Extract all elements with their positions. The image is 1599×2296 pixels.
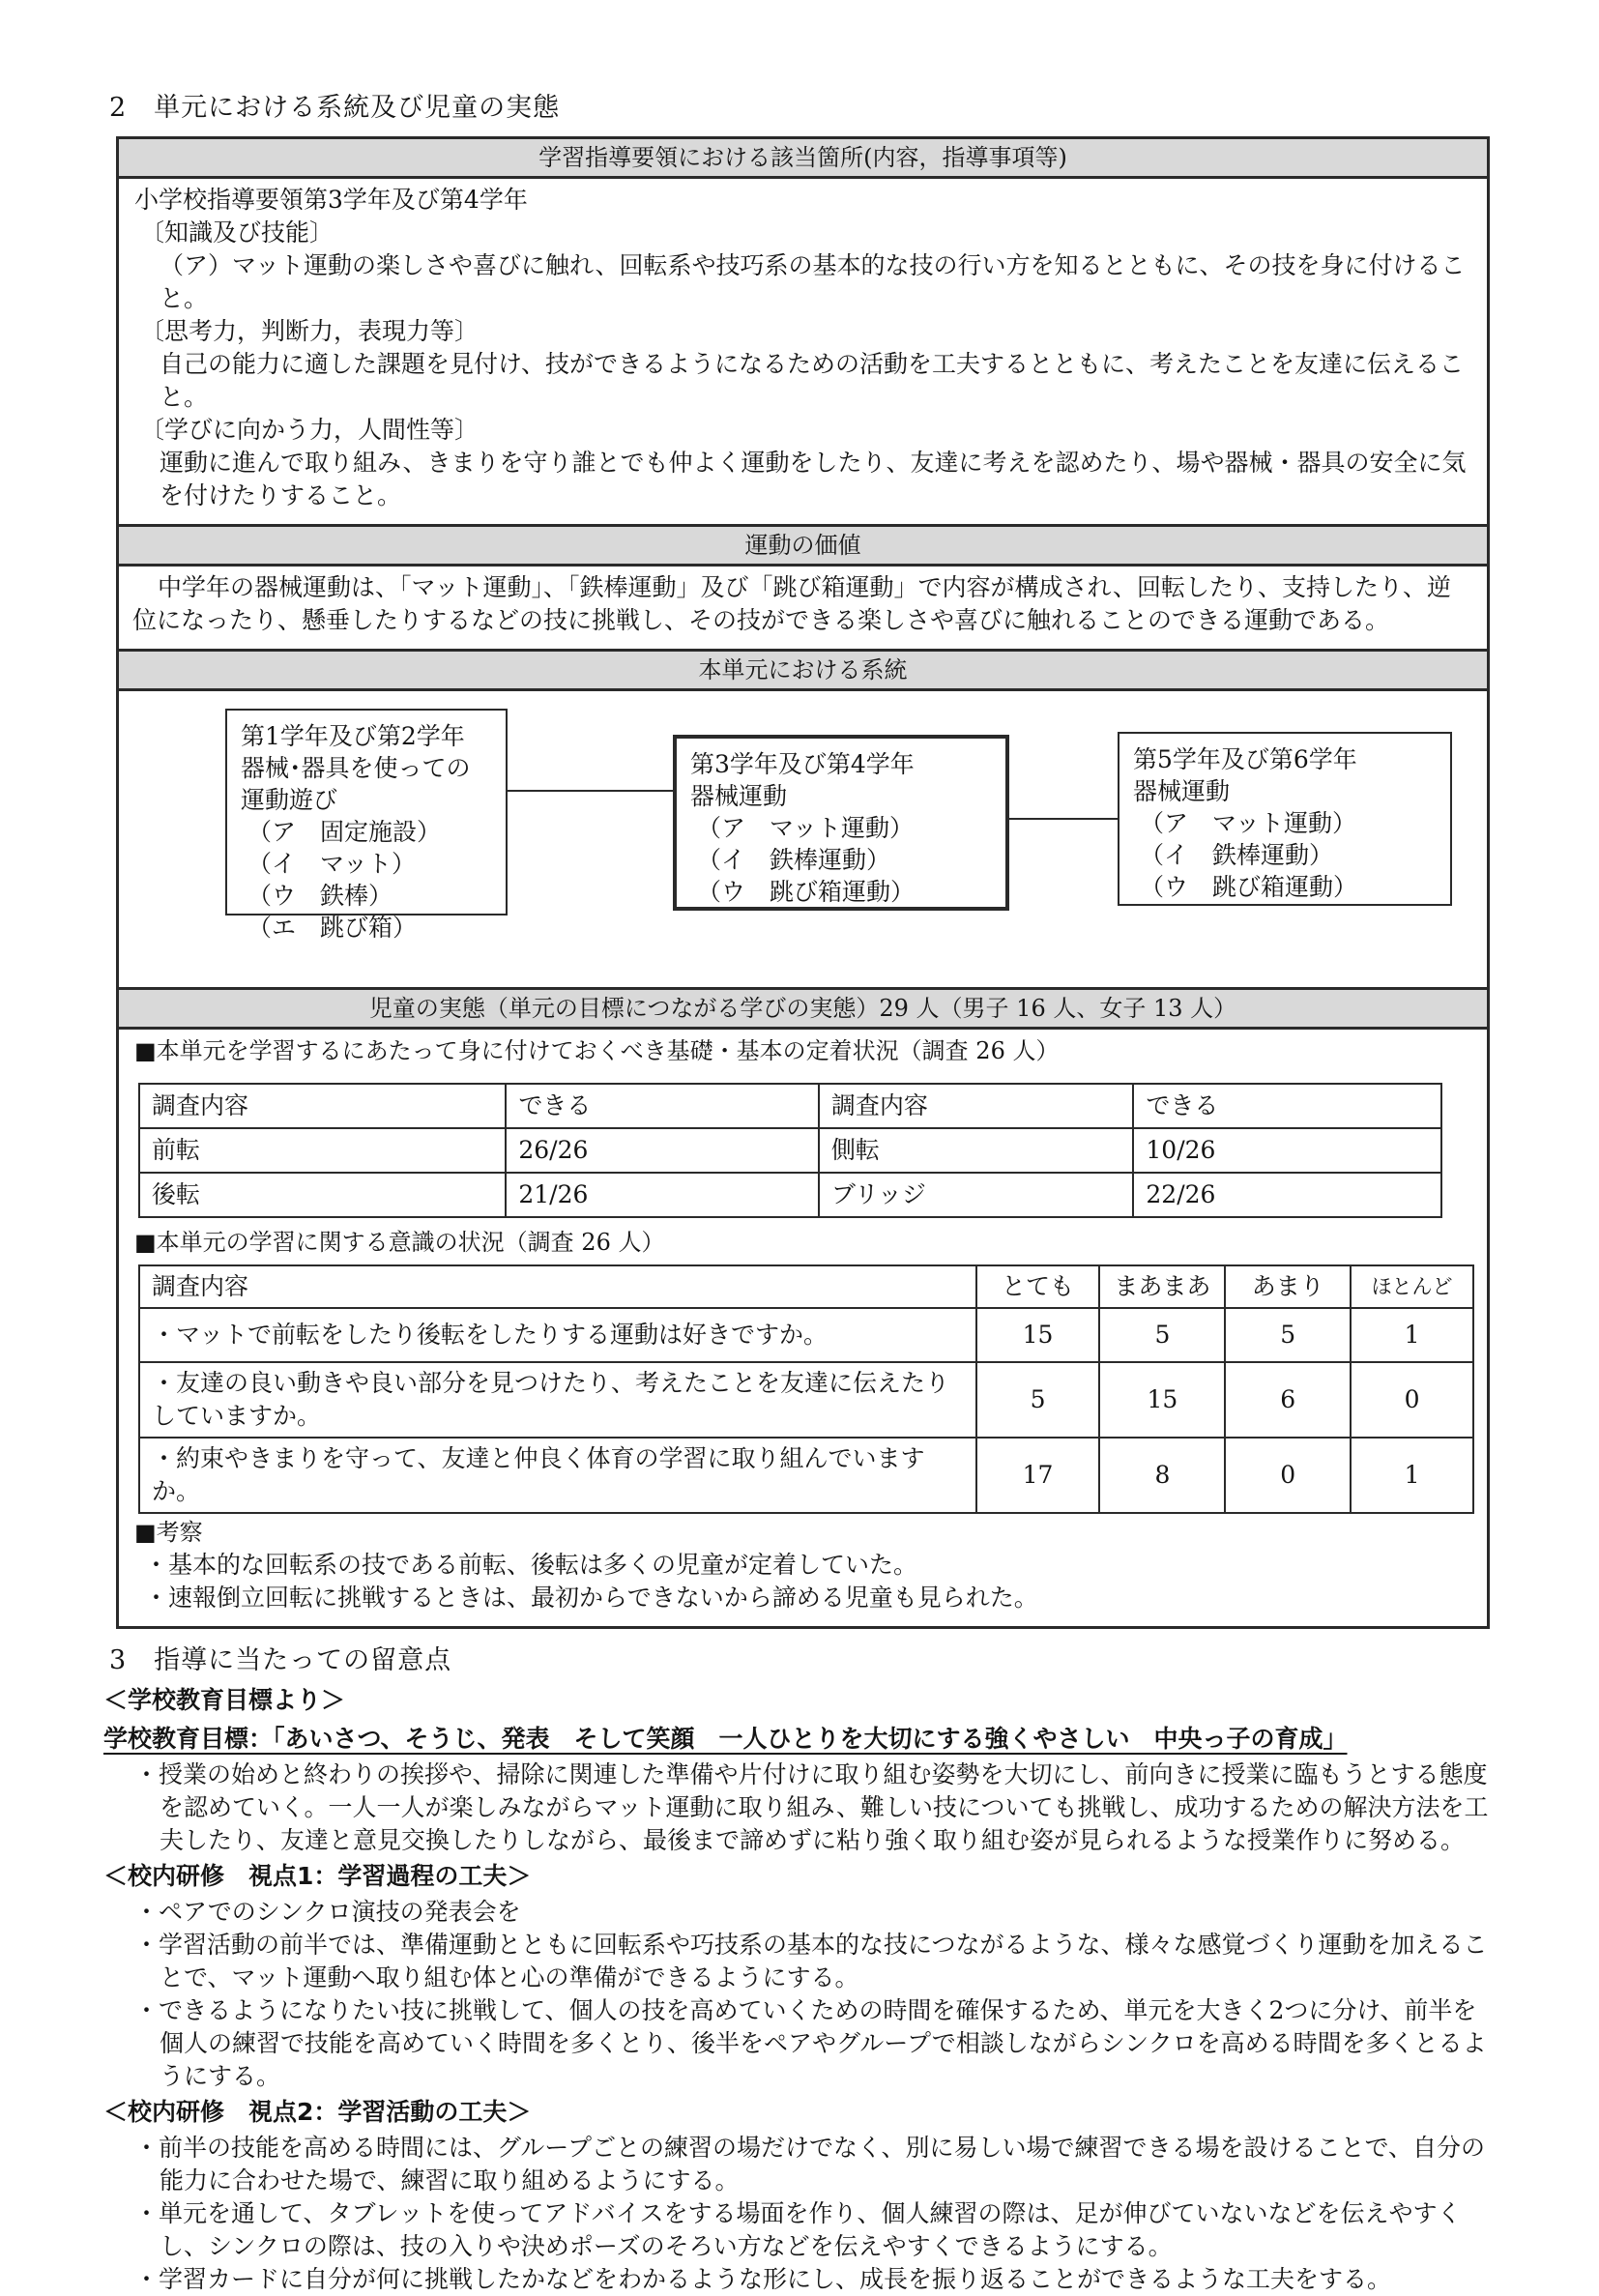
- competency-label-thinking: 〔思考力，判断力，表現力等〕: [140, 317, 480, 345]
- children-content: [119, 1030, 1487, 1626]
- guideline-intro: 小学校指導要領第3学年及び第4学年: [134, 186, 528, 214]
- column-header: あまり: [1225, 1265, 1351, 1308]
- box-line: （ウ 鉄棒）: [247, 882, 393, 910]
- box-line: 器械･器具を使っての: [241, 754, 471, 782]
- grade34-box: [673, 735, 1009, 911]
- school-goal-text: 学校教育目標：「あいさつ、そうじ、発表 そして笑顔 一人ひとりを大切にする強くやさしい 中央っ子の育成」: [103, 1725, 1348, 1753]
- skills-table: [138, 1083, 1442, 1218]
- grade12-box: [225, 709, 508, 942]
- column-header: できる: [1133, 1084, 1441, 1128]
- systems-diagram: [119, 691, 1487, 987]
- competency-text-attitude: 運動に進んで取り組み、きまりを守り誰とでも仲よく運動をしたり、友達に考えを認めたり、場や器械・器具の安全に気を付けたりすること。: [160, 449, 1467, 509]
- value-text: 中学年の器械運動は、「マット運動」、「鉄棒運動」及び「跳び箱運動」で内容が構成され、回転したり、支持したり、逆位になったり、懸垂したりするなどの技に挑戦し、その技ができる楽しさや喜びに触れることのできる運動である。: [132, 573, 1452, 634]
- box-line: （イ 鉄棒運動）: [697, 846, 891, 874]
- count-cell: 15: [976, 1308, 1100, 1362]
- table-cell: 前転: [139, 1128, 506, 1173]
- count-cell: 17: [976, 1438, 1100, 1513]
- section-3-content: [103, 1681, 1489, 2296]
- count-cell: 1: [1351, 1438, 1473, 1513]
- box-line: （エ 跳び箱）: [247, 914, 418, 942]
- box-line: （ウ 跳び箱運動）: [1140, 873, 1358, 901]
- table-cell: 26/26: [506, 1128, 819, 1173]
- viewpoint1-heading: ＜校内研修 視点1：学習過程の工夫＞: [103, 1862, 532, 1890]
- table-cell: 22/26: [1133, 1173, 1441, 1217]
- viewpoint-bullet: ・単元を通して、タブレットを使ってアドバイスをする場面を作り、個人練習の際は、足が伸びていないなどを伝えやすくし、シンクロの際は、技の入りや決めポーズのそろい方などを伝えやすくできるようにする。: [134, 2199, 1462, 2260]
- box-line: （イ マット）: [247, 850, 417, 878]
- table-row: [139, 1362, 1473, 1438]
- count-cell: 8: [1099, 1438, 1225, 1513]
- question-cell: ・約束やきまりを守って、友達と仲良く体育の学習に取り組んでいますか。: [139, 1438, 976, 1513]
- box-line: 器械運動: [1133, 777, 1231, 805]
- value-section-header: 運動の価値: [119, 524, 1487, 567]
- column-header: 調査内容: [819, 1084, 1133, 1128]
- column-header: まあまあ: [1099, 1265, 1225, 1308]
- children-section-header: 児童の実態（単元の目標につながる学びの実態）29 人（男子 16 人、女子 13 人）: [119, 987, 1487, 1030]
- table-row: [139, 1265, 1473, 1308]
- viewpoint-bullet: ・学習カードに自分が何に挑戦したかなどをわかるような形にし、成長を振り返ることができるような工夫をする。: [134, 2265, 1392, 2293]
- table-cell: 10/26: [1133, 1128, 1441, 1173]
- count-cell: 0: [1225, 1438, 1351, 1513]
- box-line: 第5学年及び第6学年: [1133, 745, 1357, 773]
- viewpoint2-heading: ＜校内研修 視点2：学習活動の工夫＞: [103, 2098, 532, 2126]
- box-line: （イ 鉄棒運動）: [1140, 841, 1334, 869]
- guideline-section-header: 学習指導要領における該当箇所(内容，指導事項等): [119, 139, 1487, 179]
- table-row: [139, 1173, 1441, 1217]
- box-line: 運動遊び: [241, 786, 338, 814]
- school-goal-heading: ＜学校教育目標より＞: [103, 1686, 346, 1714]
- school-goal-bullet: ・授業の始めと終わりの挨拶や、掃除に関連した準備や片付けに取り組む姿勢を大切にし、前向きに授業に臨もうとする態度を認めていく。一人一人が楽しみながらマット運動に取り組み、難しい技についても挑戦し、成功するための解決方法を工夫したり、友達と意見交換したりしながら、最後まで諦めずに粘り強く取り組む姿が見られるような授業作りに努める。: [134, 1760, 1489, 1854]
- question-cell: ・マットで前転をしたり後転をしたりする運動は好きですか。: [139, 1308, 976, 1362]
- table-cell: 側転: [819, 1128, 1133, 1173]
- column-header: とても: [976, 1265, 1100, 1308]
- guideline-content: [119, 179, 1487, 524]
- column-header: ほとんど: [1351, 1265, 1473, 1308]
- box-line: 器械運動: [690, 782, 788, 810]
- box-line: （ア マット運動）: [697, 814, 915, 842]
- viewpoint-bullet: ・できるようになりたい技に挑戦して、個人の技を高めていくための時間を確保するため、単元を大きく2つに分け、前半を個人の練習で技能を高めていく時間を多くとり、後半をペアやグループで相談しながらシンクロを高める時間を多くとるようにする。: [134, 1996, 1487, 2090]
- connector-line: [508, 790, 674, 792]
- table-row: [139, 1308, 1473, 1362]
- column-header: 調査内容: [139, 1265, 976, 1308]
- competency-label-knowledge: 〔知識及び技能〕: [140, 218, 334, 247]
- grade56-box: [1118, 732, 1452, 906]
- count-cell: 15: [1099, 1362, 1225, 1438]
- competency-text-knowledge: （ア）マット運動の楽しさや喜びに触れ、回転系や技巧系の基本的な技の行い方を知るとともに、その技を身に付けること。: [160, 251, 1466, 312]
- competency-text-thinking: 自己の能力に適した課題を見付け、技ができるようになるための活動を工夫するとともに、考えたことを友達に伝えること。: [160, 350, 1465, 411]
- column-header: 調査内容: [139, 1084, 506, 1128]
- box-line: 第1学年及び第2学年: [241, 722, 465, 750]
- table-row: [139, 1128, 1441, 1173]
- consideration-bullet: ・基本的な回転系の技である前転、後転は多くの児童が定着していた。: [144, 1551, 918, 1579]
- count-cell: 5: [1099, 1308, 1225, 1362]
- table-cell: 21/26: [506, 1173, 819, 1217]
- unit-systems-table: [116, 136, 1490, 1629]
- count-cell: 5: [976, 1362, 1100, 1438]
- viewpoint-bullet: ・前半の技能を高める時間には、グループごとの練習の場だけでなく、別に易しい場で練習できる場を設けることで、自分の能力に合わせた場で、練習に取り組めるようにする。: [134, 2134, 1486, 2194]
- awareness-table: [138, 1264, 1474, 1514]
- box-line: 第3学年及び第4学年: [690, 750, 915, 778]
- count-cell: 5: [1225, 1308, 1351, 1362]
- competency-label-attitude: 〔学びに向かう力，人間性等〕: [140, 416, 480, 444]
- connector-line: [1009, 818, 1119, 820]
- section-3-heading: 3 指導に当たっての留意点: [109, 1645, 452, 1675]
- count-cell: 6: [1225, 1362, 1351, 1438]
- box-line: （ア マット運動）: [1140, 809, 1357, 837]
- count-cell: 0: [1351, 1362, 1473, 1438]
- consideration-bullet: ・速報倒立回転に挑戦するときは、最初からできないから諦める児童も見られた。: [144, 1584, 1038, 1612]
- consideration-label: ■考察: [134, 1519, 203, 1546]
- table-cell: 後転: [139, 1173, 506, 1217]
- count-cell: 1: [1351, 1308, 1473, 1362]
- viewpoint-bullet: ・ペアでのシンクロ演技の発表会を: [134, 1898, 521, 1926]
- table-row: [139, 1084, 1441, 1128]
- awareness-status-label: ■本単元の学習に関する意識の状況（調査 26 人）: [134, 1229, 665, 1256]
- box-line: （ウ 跳び箱運動）: [697, 878, 916, 906]
- systems-section-header: 本単元における系統: [119, 649, 1487, 691]
- column-header: できる: [506, 1084, 819, 1128]
- value-content: [119, 567, 1487, 649]
- box-line: （ア 固定施設）: [247, 818, 442, 846]
- question-cell: ・友達の良い動きや良い部分を見つけたり、考えたことを友達に伝えたりしていますか。: [139, 1362, 976, 1438]
- table-cell: ブリッジ: [819, 1173, 1133, 1217]
- viewpoint-bullet: ・学習活動の前半では、準備運動とともに回転系や巧技系の基本的な技につながるような、様々な感覚づくり運動を加えることで、マット運動へ取り組む体と心の準備ができるようにする。: [134, 1931, 1488, 1991]
- section-2-heading: 2 単元における系統及び児童の実態: [109, 93, 561, 123]
- table-row: [139, 1438, 1473, 1513]
- skills-status-label: ■本単元を学習するにあたって身に付けておくべき基礎・基本の定着状況（調査 26 人）: [134, 1037, 1060, 1064]
